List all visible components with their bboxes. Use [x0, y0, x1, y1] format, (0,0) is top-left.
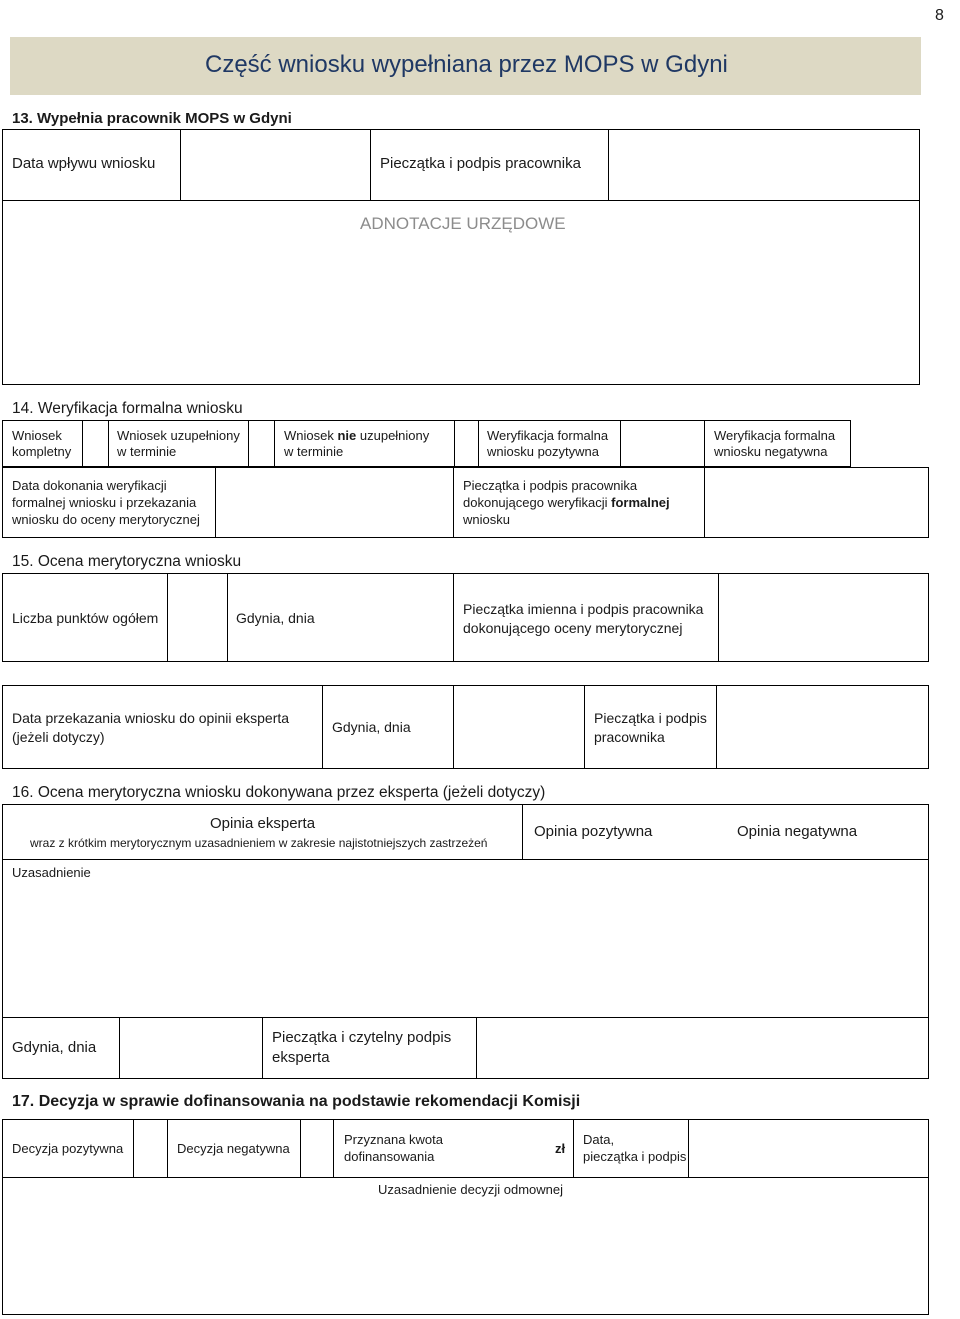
verification-date-label-3: wniosku do oceny merytorycznej [12, 512, 200, 527]
not-supplemented-checkbox[interactable] [455, 421, 478, 466]
decision-negative-label: Decyzja negatywna [177, 1141, 290, 1156]
expert-opinion-subtitle: wraz z krótkim merytorycznym uzasadnieniem w zakresie najistotniejszych zastrzeżeń [30, 836, 488, 850]
verification-date-label-2: formalnej wniosku i przekazania [12, 495, 197, 510]
total-points-label: Liczba punktów ogółem [12, 610, 159, 626]
decision-positive-checkbox[interactable] [134, 1120, 167, 1177]
verification-date-field[interactable] [216, 468, 452, 537]
opinion-positive-label: Opinia pozytywna [534, 823, 653, 840]
date-received-field[interactable] [181, 130, 369, 200]
worker-stamp-label: Pieczątka i podpis pracownika [380, 155, 581, 172]
complete-checkbox[interactable] [83, 421, 108, 466]
transfer-date-field[interactable] [454, 686, 584, 768]
verifier-stamp-label-2: dokonującego weryfikacji formalnej [463, 495, 670, 510]
worker-stamp-field[interactable] [609, 130, 919, 200]
section-15-heading: 15. Ocena merytoryczna wniosku [12, 553, 242, 570]
city-date-label: Gdynia, dnia [236, 610, 315, 626]
transfer-date-label-1: Data przekazania wniosku do opinii eksperta [12, 710, 290, 726]
expert-stamp-label-2: eksperta [272, 1049, 330, 1066]
named-stamp-label-2: dokonującego oceny merytorycznej [463, 620, 683, 636]
official-annotations-field[interactable] [3, 240, 919, 380]
justification-field[interactable] [3, 882, 928, 1016]
worker-stamp-label-2-2: pracownika [594, 729, 665, 745]
section-14-heading: 14. Weryfikacja formalna wniosku [12, 400, 247, 418]
supplemented-checkbox[interactable] [249, 421, 274, 466]
positive-verification-label-2: wniosku pozytywna [487, 444, 599, 459]
expert-opinion-title: Opinia eksperta [210, 815, 316, 832]
banner-title: Część wniosku wypełniana przez MOPS w Gdyni [205, 51, 728, 78]
page-number: 8 [935, 7, 944, 24]
total-points-field[interactable] [168, 574, 227, 661]
date-received-label: Data wpływu wniosku [12, 155, 156, 172]
complete-label-1: Wniosek [12, 428, 62, 443]
section-banner [10, 37, 921, 95]
named-stamp-label-1: Pieczątka imienna i podpis pracownika [463, 601, 704, 617]
expert-date-field[interactable] [120, 1018, 262, 1078]
decision-positive-label: Decyzja pozytywna [12, 1141, 124, 1156]
city-date-label-2: Gdynia, dnia [332, 719, 411, 735]
justification-label: Uzasadnienie [12, 865, 91, 880]
date-stamp-field[interactable] [689, 1120, 928, 1177]
verifier-stamp-label-1: Pieczątka i podpis pracownika [463, 478, 638, 493]
official-annotations-label: ADNOTACJE URZĘDOWE [360, 214, 566, 233]
granted-amount-label-2: dofinansowania [344, 1149, 435, 1164]
section-16-heading: 16. Ocena merytoryczna wniosku dokonywana przez eksperta (jeżeli dotyczy) [12, 784, 546, 801]
not-supplemented-label-2: w terminie [284, 444, 344, 459]
date-stamp-label-1: Data, [583, 1132, 615, 1147]
positive-verification-checkbox[interactable] [621, 421, 704, 466]
verification-date-label-1: Data dokonania weryfikacji [12, 478, 167, 493]
decision-negative-checkbox[interactable] [301, 1120, 333, 1177]
expert-city-date-label: Gdynia, dnia [12, 1039, 97, 1056]
supplemented-label-2: w terminie [117, 444, 177, 459]
section-13-heading: 13. Wypełnia pracownik MOPS w Gdyni [12, 110, 292, 127]
named-stamp-field[interactable] [719, 574, 928, 661]
negative-verification-label-1: Weryfikacja formalna [714, 428, 836, 443]
opinion-negative-label: Opinia negatywna [737, 823, 858, 840]
section-17-heading: 17. Decyzja w sprawie dofinansowania na podstawie rekomendacji Komisji [12, 1093, 581, 1110]
positive-verification-label-1: Weryfikacja formalna [487, 428, 609, 443]
negative-verification-label-2: wniosku negatywna [714, 444, 828, 459]
worker-stamp-field-2[interactable] [717, 686, 928, 768]
granted-amount-label-1: Przyznana kwota [344, 1132, 443, 1147]
complete-label-2: kompletny [12, 444, 72, 459]
rejection-justification-label: Uzasadnienie decyzji odmownej [378, 1182, 563, 1197]
currency-label: zł [555, 1141, 566, 1156]
granted-amount-field[interactable] [440, 1120, 550, 1177]
supplemented-label-1: Wniosek uzupełniony [117, 428, 240, 443]
expert-stamp-field[interactable] [477, 1018, 928, 1078]
date-stamp-label-2: pieczątka i podpis [583, 1149, 687, 1164]
verifier-stamp-field[interactable] [705, 468, 928, 537]
not-supplemented-label-1: Wniosek nie uzupełniony [284, 428, 430, 443]
worker-stamp-label-2-1: Pieczątka i podpis [594, 710, 707, 726]
rejection-justification-field[interactable] [3, 1200, 928, 1314]
verifier-stamp-label-3: wniosku [463, 512, 510, 527]
expert-stamp-label-1: Pieczątka i czytelny podpis [272, 1029, 452, 1046]
transfer-date-label-2: (jeżeli dotyczy) [12, 729, 105, 745]
